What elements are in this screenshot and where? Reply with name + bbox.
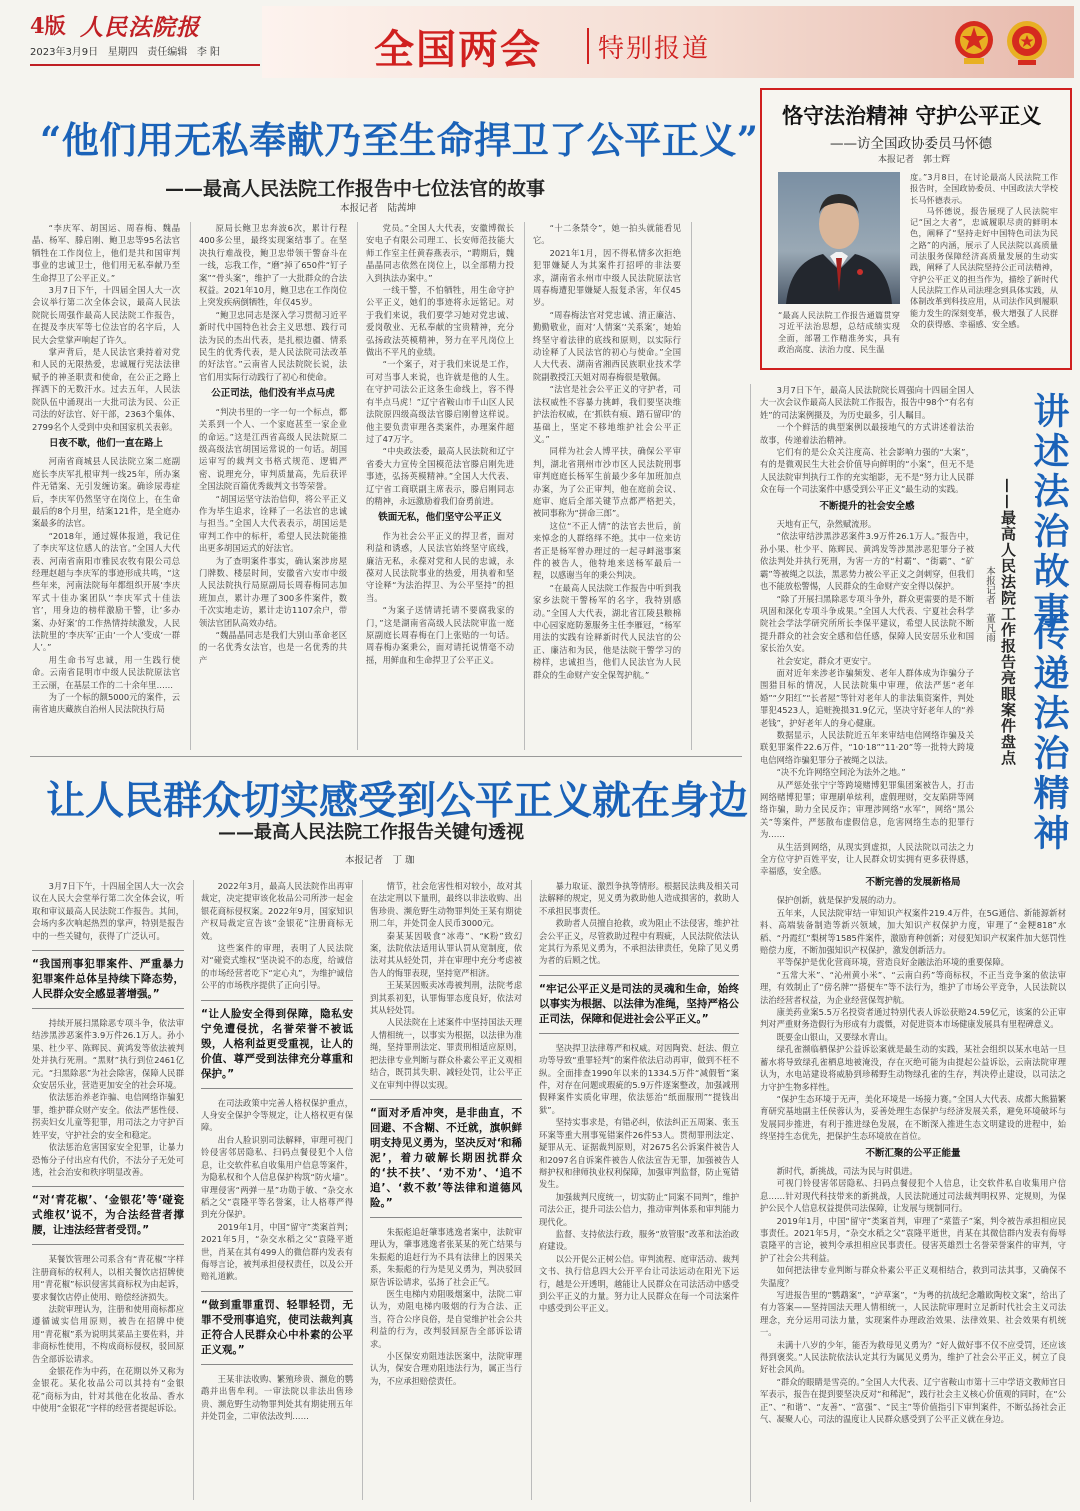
paragraph: 保护创新，就是保护发展的动力。 — [776, 895, 902, 906]
paragraph: 可视门铃侵害邻居隐私、扫码点餐侵犯个人信息，让交软件私自收集用户信息……针对现代科技带来的新挑战，人民法院通过司法裁判明权界、定规则，为保护公民个人信息权益提供司法保障，让发展与规制同行。 — [760, 1178, 1066, 1214]
article4-headline: 让人民群众切实感受到公平正义就在身边 — [46, 778, 749, 824]
column-rule — [190, 222, 191, 750]
key-quote: “做到重罪重罚、轻罪轻罚，无罪不受刑事追究，使司法裁判真正符合人民群众心中朴素的公平正义观。” — [201, 1291, 353, 1365]
cppcc-emblem-icon — [1004, 18, 1050, 66]
paragraph: 2019年1月，中国“留守”类案首判，审理了“菜篮子”案，判令被告承担相应民事责任。2021年5月，“杂交水稻之父”袁隆平逝世，肖某在其微信群内发表有侮辱袁隆平的言论，被判令承担相应民事责任。侵害英雄烈士名誉荣誉案件的审判，守护了社会公共利益。 — [760, 1215, 1066, 1263]
key-quote: “面对矛盾冲突，是非曲直，不回避、不含糊、不迁就，旗帜鲜明支持见义勇为，坚决反对‘和稀泥’，着力破解长期困扰群众的‘扶不扶’、‘劝不劝’、‘追不追’、‘救不救’等法律和道德风险。” — [370, 1099, 522, 1218]
paragraph: 医生电梯内劝阻吸烟案中，法院二审认为，劝阻电梯内吸烟的行为合法、正当，符合公序良俗，是自觉维护社会公共利益的行为，改判驳回原告全部诉讼请求。 — [370, 1288, 522, 1349]
article2-col1 — [910, 172, 1058, 364]
article3-vertical-title-2: 传递法治精神 — [1028, 614, 1070, 854]
paragraph: 2021年1月，因不得私情多次拒绝犯罪嫌疑人为其案件打招呼的非法要求，湖南省永州市中级人民法院原法官周春梅遭犯罪嫌疑人报复杀害，年仅45岁。 — [533, 247, 681, 308]
paragraph: “为案子送情请托请不要腐我家的门，”这是湖南省高级人民法院审监一庭原副庭长周春梅在门上张贴的一句话。周春梅办案秉公，面对请托说情毫不动摇，用鲜血和生命捍卫了公平正义。 — [366, 605, 514, 665]
article3-body-top — [760, 384, 974, 877]
paragraph: 同样为社会人博平扶，确保公平审判，湖北省荆州市沙市区人民法院刑事审判庭庭长杨军生前最少多年加班加点办案，为了公正审判，他在庭前会议、庭审、庭后全部关键节点都严格把关，被同事称为“拼命三郎”。 — [533, 446, 681, 519]
paragraph: 依法惩治危害国家安全犯罪，让暴力恐怖分子付出应有代价，不法分子无处可逃，社会治安和秩序明显改善。 — [32, 1142, 184, 1177]
paragraph: 如何把法律专业判断与群众朴素公平正义观相结合，救到司法其事，又确保不失温度？ — [760, 1265, 1066, 1288]
article2-headline: 恪守法治精神 守护公平正义 — [782, 103, 1042, 128]
paragraph: 小区保安劝阻违法医案中，法院审理认为，保安合理劝阻违法行为，属正当行为，不应承担赔偿责任。 — [370, 1350, 522, 1386]
article2-subheadline: ——访全国政协委员马怀德 — [830, 136, 992, 152]
paragraph: 这些案件的审理，表明了人民法院对“碰瓷式维权”坚决说不的态度，给诚信的市场经营者吃下“定心丸”，为维护诚信公平的市场秩序提供了正向引导。 — [201, 943, 353, 991]
portrait-figure-icon — [778, 172, 900, 304]
paragraph: “群众的眼睛是雪亮的。”全国人大代表、辽宁省鞍山市第十三中学语文教师宫日军表示，报告在提到要坚决反对“和稀泥”，践行社会主义核心价值观的同时，在“公正”、“和谐”、“友善”、“富强”、“民主”等价值指引下审判案件，不断弘扬社会正气、凝聚人心，司法的温度让人民群众感受到了公平正义就在身边。 — [760, 1376, 1066, 1425]
paragraph: 面对近年来涉老诈骗频发、老年人群体成为诈骗分子围猎目标的情况，人民法院集中审理，依法严惩“老年婚”“夕阳红”“长者屋”等针对老年人的非法集资案件，判处罪犯4523人，追赃挽损31.9亿元，坚决守好老年人的“养老钱”，护好老年人的身心健康。 — [760, 667, 974, 728]
paragraph: 3月7日下午，十四届全国人大一次会议举行第二次全体会议，最高人民法院院长周强作最高人民法院工作报告，在提及李庆军等七位法官的名字后，人民大会堂掌声响起了许久。 — [32, 285, 180, 345]
editor-label: 责任编辑 — [147, 47, 188, 58]
paragraph: 王某非法收购、繁殖珍贵、濒危的鹦鹉并出售牟利。一审法院以非法出售珍贵、濒危野生动物罪判处其有期徒刑五年并处罚金，二审依法改判…… — [201, 1373, 353, 1421]
paragraph: 既要金山银山，又要绿水青山。 — [776, 1031, 893, 1042]
paragraph: “五常大米”、“沁州黄小米”、“云南白药”等商标权，不正当竞争案的依法审理，有效制止了“傍名牌”“搭便车”等不法行为，维护了市场公平竞争，人民法院以法治经营者权益，为企业经营保驾护航。 — [760, 969, 1066, 1005]
column-rule — [193, 880, 194, 1500]
banner-subtitle: 特别报道 — [598, 34, 711, 64]
section-subhead: 日夜不歇，他们一直在路上 — [48, 437, 163, 449]
paragraph: 出台人脸识别司法解释，审理可视门铃侵害邻居隐私、扫码点餐侵犯个人信息，让交软件私自收集用户信息等案件，为隐私权和个人信息保护构筑“防火墙”。审理侵害“两弹一星”功勋于敏、“杂交水稻之父”袁隆平等名誉案，让人格尊严得到充分保护。 — [201, 1134, 353, 1220]
article1-col4 — [533, 222, 681, 750]
article2-byline: 本报记者 郭士辉 — [878, 155, 951, 165]
paragraph: “法官是社会公平正义的守护者，司法权威性不容暴力挑衅，我们要坚决维护法治权威，在‘抓铁有痕、踏石留印’的基础上，坚定不移地维护社会公平正义。” — [533, 384, 681, 444]
article3-vertical-subtitle: ——最高人民法院工作报告亮眼案件盘点 — [999, 478, 1017, 766]
article4-col1 — [32, 880, 184, 1500]
paragraph: “李庆军、胡国运、周春梅、魏晶晶、杨军、滕启刚、鲍卫忠等95名法官牺牲在工作岗位上，他们是共和国审判事业的忠诚卫士，他们用无私奉献乃至生命捍卫了公平正义。” — [32, 223, 180, 283]
section-subhead: 不断提升的社会安全感 — [819, 500, 915, 512]
editor-name: 李 阳 — [196, 47, 221, 58]
paragraph: 从生活到网络，从现实到虚拟，人民法院以司法之力全方位守护百姓平安，让人民群众切实拥有更多获得感，幸福感，安全感。 — [760, 841, 974, 877]
paragraph: 救助者人员擅自抢救，或为阻止不法侵害，维护社会公平正义，尽管救助过程中有瑕疵，人民法院依法认定其行为系见义勇为，不承担法律责任，免除了见义勇为者的后顾之忧。 — [539, 918, 739, 966]
article1-col3 — [366, 222, 514, 750]
portrait-photo — [778, 172, 900, 304]
key-quote: “我国刑事犯罪案件、严重暴力犯罪案件总体呈持续下降态势，人民群众安全感显著增强。” — [32, 950, 184, 1009]
column-rule — [362, 880, 363, 1500]
paragraph: 新时代，新挑战，司法为民与时俱进。 — [776, 1165, 918, 1176]
photo-caption: “最高人民法院工作报告通篇贯穿习近平法治思想，总结成绩实现全面，部署工作精准务实，具有政治高度、法治力度、民生温 — [778, 310, 900, 354]
article4-col4 — [539, 880, 739, 1500]
key-quote: “对‘青花椒’、‘金银花’等‘碰瓷式维权’说不，为合法经营者撑腰，让违法经营者受罚。” — [32, 1186, 184, 1245]
paragraph: 绿孔雀濒临栖保护公益诉讼案就是最生动的实践，某社会组织以某水电站一旦蓄水将导致绿孔雀栖息地被淹没，存在灭绝可能为由提起公益诉讼，云南法院审理认为，水电站建设将威胁到珍稀野生动物绿孔雀的生存，判决停止建设，以司法之力守护生物多样性。 — [760, 1044, 1066, 1092]
article1-headline: “他们用无私奉献乃至生命捍卫了公平正义” — [40, 118, 759, 162]
paragraph: “鲍卫忠同志是深入学习贯彻习近平新时代中国特色社会主义思想、践行司法为民的杰出代表，是扎根边疆、情系民生的优秀代表，是人民法院司法改革的好法官。”云南省人民法院院长说，法官们用实际行动践行了初心和使命。 — [199, 309, 347, 382]
paragraph: 秦某某因吸食“冰毒”、“K粉”致幻案，法院依法适用认罪认罚从宽制度，依法对其从轻处罚，并在审理中充分考虑被告人的悔罪表现，坚持宽严相济。 — [370, 930, 522, 978]
banner-divider — [587, 28, 589, 64]
paragraph: 一线干警，不怕牺牲，用生命守护公平正义，她们的事迹将永远铭记。对于我们来说，我们要学习她对党忠诚、爱岗敬业、无私奉献的宝贵精神，充分弘扬政法英模精神，努力在平凡岗位上做出不平凡的业绩。 — [366, 285, 514, 358]
paper-name: 人民法院报 — [80, 14, 200, 41]
paragraph: 作为社会公平正义的捍卫者，面对利益和诱惑，人民法官始终坚守底线，廉洁无私，永葆对党和人民的忠诚，永葆对人民法院事业的热爱，用执着和坚守诠释“为法治捍卫、为公平坚持”的担当。 — [366, 530, 514, 603]
paragraph: “中央政法委，最高人民法院和辽宁省委大力宣传全国模范法官滕启刚先进事迹，弘扬英模精神。”全国人大代表、辽宁省工商联副主席表示，滕启刚同志的精神，永远激励着我们奋勇前进。 — [366, 446, 514, 506]
issue-weekday: 星期四 — [107, 47, 138, 58]
article1-subheadline: ——最高人民法院工作报告中七位法官的故事 — [165, 178, 546, 200]
paragraph: 持续开展扫黑除恶专项斗争，依法审结涉黑涉恶案件3.9万件26.1万人。孙小果、杜少平、陈辉民、黄鸿发等依法被判处并执行死刑。“黑财”执行到位2461亿元。“扫黑除恶”为社会除害，保障人民群众安居乐业，营造更加安全的社会环境。 — [32, 1018, 184, 1091]
article1-byline: 本报记者 陆茜坤 — [340, 203, 417, 214]
section-subhead: 铁面无私，他们坚守公平正义 — [378, 512, 502, 524]
paragraph: “胡国运坚守法治信仰，将公平正义作为毕生追求，诠释了一名法官的忠诚与担当。”全国人大代表表示，胡国运是审判工作中的标杆，希望人民法院能推出更多胡国运式的好法官。 — [199, 493, 347, 554]
paragraph: 2022年3月，最高人民法院作出再审裁定，决定提审该化妆品公司所涉一起金银花商标侵权案。2022年9月，国家知识产权局裁定宣告该“金银花”注册商标无效。 — [201, 881, 353, 941]
paragraph: “在最高人民法院工作报告中听到我家乡法院干警杨军的名字，我特别感动。”全国人大代表，湖北省江陵县粮棉中心园家庭防葱服务主任李雁冠，“杨军用法的实践有诠释新时代人民法官的公正、廉洁和为民，他是法院干警学习的榜样，忠诚担当，他们人民法官为人民群众的生命财产安全保驾护航。” — [533, 582, 681, 680]
paragraph: “保护生态环境于无声，美化环境是一场接力赛。”全国人大代表、成都大熊猫繁育研究基地副主任侯蓉认为，妥善处理生态保护与经济发展关系，避免环境破坏与发展同步推进，有利于推进绿色发展，在不断深入推进生态文明建设的进程中，始终坚持生态优先，把保护生态环境放在首位。 — [760, 1093, 1066, 1142]
paragraph: 情节，社会危害性相对较小，故对其在法定刑以下量刑，最终以非法收购、出售珍贵、濒危野生动物罪判处王某有期徒刑二年，并处罚金人民币3000元。 — [370, 881, 522, 929]
paragraph: “周春梅法官对党忠诚、清正廉洁、勤勤敬业，面对‘人情案’‘关系案’，她始终坚守着法律的底线和原则，以实际行动诠释了人民法官的初心与使命。”全国人大代表、湖南省湘西民族职业技术学院副教授江天姐对周春梅很是敬佩。 — [533, 309, 681, 382]
paragraph: 河南省商城县人民法院立案二庭副庭长李庆军扎根审判一线25年，所办案件无错案、无引发缠访案。确诊尿毒症后，李庆军仍然坚守在岗位上，在生命最后的8个月里，结案121件，是全庭办案最多的法官。 — [32, 456, 180, 529]
article3-vertical-title-1: 讲述法治故事 — [1028, 392, 1070, 632]
paragraph: “一个案子，对于我们来说是工作，可对当事人来说，也许就是他的人生。在守护司法公正这条生命线上，容不得有半点马虎！”辽宁省鞍山市千山区人民法院原四级高级法官滕启刚曾这样说。他主要负责审理各类案件，办理案件超过了47万字。 — [366, 359, 514, 444]
paragraph: 王某某因贩卖冰毒被判刑，法院考虑到其系初犯，认罪悔罪态度良好，依法对其从轻处罚。 — [370, 980, 522, 1016]
paragraph: “十二条禁令”，她一拍头就能看见它。 — [533, 223, 681, 246]
paragraph: 度。”3月8日，在讨论最高人民法院工作报告时，全国政协委员、中国政法大学校长马怀德表示。 — [910, 172, 1058, 205]
paragraph: “2018年，通过媒体报道，我记住了李庆军这位感人的法官。”全国人大代表、河南省南阳市雅民农牧有限公司总经理赵超与李庆军的事迹形成共鸣，“这些年来，河南法院每年都组织开展‘李庆军式十佳办案团队’‘李庆军式十佳法官’，用身边的榜样激励干警，让‘多办案、办好案’的工作热情持续激发，人民法院里的‘李庆军’正由‘一个人’变成‘一群人’。” — [32, 530, 180, 653]
paragraph: 马怀德说，报告展现了人民法院牢记“国之大者”，忠诚履职尽责的鲜明本色，阐释了“坚持走好中国特色司法为民之路”的内涵，展示了人民法院以高质量司法服务保障经济高质量发展的生动实践，阐释了人民法院坚持公正司法精神，守护公平正义的担当作为，描绘了新时代人民法院工作从司法理念到具体实践，从体制改革到科技应用，从司法作风到履职能力发生的深刻变革，极大增强了人民群众的获得感、幸福感、安全感。 — [910, 205, 1058, 329]
paragraph: 平等保护是优化营商环境，营造良好金融法治环境的重要保障。 — [776, 957, 1009, 968]
column-rule — [691, 222, 692, 750]
article3-body-bottom — [760, 872, 1066, 1502]
banner-title: 全国两会 — [374, 27, 542, 73]
issue-info — [30, 43, 220, 58]
banner — [262, 6, 1074, 78]
section-subhead: 不断汇聚的公平正能量 — [865, 1147, 961, 1159]
paragraph: 未满十八岁的少年，能否为救母见义勇为？“好人做好事不仅不应受罚，还应该得到褒奖。”人民法院依法认定其行为属见义勇为，维护了社会公平正义，树立了良好社会风尚。 — [760, 1339, 1066, 1375]
section-subhead: 公正司法，他们没有半点马虎 — [211, 388, 335, 400]
paragraph: 暴力取证、激烈争执等情形。根据民法典及相关司法解释的规定，见义勇为救助他人造成损害的，救助人不承担民事责任。 — [539, 881, 739, 916]
paragraph: 党员。”全国人大代表，安徽博微长安电子有限公司理工、长安师范技能大师工作室主任黄春燕表示，“聘期后，魏晶晶同志依然在岗位上，以全部精力投入到执法办案中。” — [366, 223, 514, 283]
paragraph: 掌声背后，是人民法官秉持着对党和人民的无限热爱，忠诚履行宪法法律赋予的神圣职责和使命，在公正之路上挥洒下的无数汗水。过去五年，人民法院队伍中涌现出一大批司法为民、公正司法的好法官、好干部，2363个集体、2799名个人受到中央和国家机关表彰。 — [32, 347, 180, 432]
paragraph: 数据显示，人民法院近五年来审结电信网络诈骗及关联犯罪案件22.6万件，“10·18”“11·20”等一批特大跨境电信网络诈骗犯罪分子被绳之以法。 — [760, 729, 974, 765]
article-divider — [30, 756, 742, 757]
paragraph: 坚决捍卫法律尊严和权威。对因陶瓷、赶法、假立功等导致“重罪轻判”的案件依法启动再审，做到不枉不纵。全面排查1990年以来的1334.5万件“减假暂”案件，对存在问题或瑕疵的5.9万件逐案整改，加强减刑假释案件实质化审理，依法惩治“纸面服刑”“提钱出狱”。 — [539, 1042, 739, 1115]
paragraph: 五年来，人民法院审结一审知识产权案件219.4万件，在5G通信、新能源新材料、高端装备制造等新兴领域，加大知识产权保护力度，审理了“金粳818”水稻、“丹霞红”梨树等1585件案件，激励育种创新；对侵犯知识产权案件加大惩罚性赔偿力度，不断加强知识产权保护，激发创新活力。 — [760, 907, 1066, 956]
interview-box — [760, 88, 1072, 370]
paragraph: 从严惩处张宁宁等跨境赌博犯罪集团案被告人，打击网络赌博犯罪；审理刷单炫利，虚假理财，交友陷阱等网络诈骗，助力全民反诈；审理涉网络“水军”，网络“黑公关”等案件，严惩散布虚假信息，危害网络生态的犯罪行为…… — [760, 779, 974, 840]
column-rule — [357, 222, 358, 750]
paragraph: 原局长鲍卫忠奔波6次，累计行程400多公里，最终实现案结事了。在坚决执行难战役，鲍卫忠带领干警奋斗在一线，忘我工作，“磨”掉了650件“钉子案”“骨头案”，维护了一大批群众的合法权益。2021年10月，鲍卫忠在工作岗位上突发疾病倒牺牲，年仅45岁。 — [199, 223, 347, 308]
issue-date: 2023年3月9日 — [30, 47, 99, 58]
paragraph: 天地有正气，杂然赋流形。 — [776, 519, 877, 530]
paragraph: 监督、支持依法行政，服务“放管服”改革和法治政府建设。 — [539, 1228, 739, 1252]
paragraph: 2019年1月，中国“留守”类案首判；2021年5月，“杂交水稻之父”袁隆平逝世，肖某在其有499人的微信群内发表有侮辱言论，被判承担侵权责任，以及公开赔礼道歉。 — [201, 1221, 353, 1282]
paragraph: 社会安定，群众才更安宁。 — [776, 655, 877, 666]
column-rule — [531, 880, 532, 1500]
paragraph: 朱振彪追赶肇事逃逸者案中，法院审理认为，肇事逃逸者张某某的死亡结果与朱振彪的追赶行为不具有法律上的因果关系，朱振彪的行为是见义勇为，判决驳回原告诉讼请求，弘扬了社会正气。 — [370, 1226, 522, 1287]
paragraph: 康美药业案5.5万名投资者通过特别代表人诉讼获赔24.59亿元，该案的公正审判对严重财务造假行为形成有力震慑，对促进资本市场健康发展具有里程碑意义。 — [760, 1007, 1066, 1030]
article4-col2 — [201, 880, 353, 1500]
column-rule — [750, 384, 751, 1502]
paragraph: “除了开展扫黑除恶专项斗争外，群众更需要的是不断巩固和深化专项斗争成果。”全国人大代表、宁夏社会科学院社会学法学研究所所长李保平建议，希望人民法院不断提升群众的社会安全感和信任感，保障人民安居乐业和国家长治久安。 — [760, 593, 974, 654]
paragraph: “魏晶晶同志是我们大别山革命老区的一名优秀女法官，也是一名优秀的共产 — [199, 630, 347, 665]
masthead-rule — [30, 64, 260, 66]
article4-subheadline: ——最高人民法院工作报告关键句透视 — [218, 822, 524, 843]
masthead — [0, 0, 1080, 88]
paragraph: “依法审结涉黑涉恶案件3.9万件26.1万人。”报告中，孙小果、杜少平、陈辉民、黄鸿发等涉黑涉恶犯罪分子被依法判处并执行死刑，为害一方的“村霸”、“街霸”、“矿霸”等被绳之以法，黑恶势力被公平正义之剑刺穿，但我们也不能放松警惕，人民群众的生命财产安全得以保护。 — [760, 531, 974, 592]
paragraph: “决不允许网络空间沦为法外之地。” — [776, 767, 906, 778]
paragraph: 人民法院在上述案件中坚持国法天理人情相统一，以事实为根据，以法律为准绳，坚持罪刑法定、罪责刑相适应原则，把法律专业判断与群众朴素公平正义观相结合，既罚其失职、减轻处罚，让公平正义在审判中得以实现。 — [370, 1017, 522, 1090]
paragraph: 写进报告里的“鹦鹉案”，“泸草案”，“为粤的抗战纪念雕欧陶校文案”，给出了有力答案——坚持国法天理人情相统一，人民法院审理时立足新时代社会主义司法理念，充分运用司法力量，实现案件办理政治效果、法律效果、社会效果有机统一。 — [760, 1290, 1066, 1338]
paragraph: 为了一个标的额5000元的案件，云南省迪庆藏族自治州人民法院执行局 — [32, 692, 180, 715]
paragraph: 法院审理认为，注册和使用商标都应遵循诚实信用原则，被告在招牌中使用“青花椒”系为说明其菜品主要佐料，并非商标性使用，不构成商标侵权，驳回原告全部诉讼请求。 — [32, 1303, 184, 1364]
article1-col1 — [32, 222, 180, 750]
paragraph: 这位“不正人情”的法官去世后，前来悼念的人群络绎不绝。其中一位来访者正是杨军曾办理过的一起寻衅滋事案件的被告人，他特地来送杨军最后一程，以感谢当年的秉公判决。 — [533, 520, 681, 581]
paragraph: 某餐饮管理公司系含有“青花椒”字样注册商标的权利人，以相关餐饮店招牌使用“青花椒”标识侵害其商标权为由起诉，要求餐饮店停止使用、赔偿经济损失。 — [32, 1254, 184, 1302]
national-emblem-icon — [952, 18, 996, 66]
article4-col3 — [370, 880, 522, 1500]
key-quote: “牢记公平正义是司法的灵魂和生命，始终以事实为根据、以法律为准绳，坚持严格公正司法，保障和促进社会公平正义。” — [539, 975, 739, 1034]
paragraph: 一个个鲜活的典型案例以最接地气的方式讲述着法治故事，传递着法治精神。 — [760, 422, 974, 445]
paragraph: 它们有的是公众关注度高、社会影响力强的“大案”，有的是微观民生大社会价值导向鲜明的“小案”，但无不是人民法院审判执行工作的充实缩影，无不是“努力让人民群众在每一个司法案件中感受到公平正义”最生动的实践。 — [760, 447, 974, 495]
paragraph: 加强裁判尺度统一，切实防止“同案不同判”，维护司法公正，提升司法公信力，推动审判体系和审判能力现代化。 — [539, 1191, 739, 1227]
article4-byline: 本报记者 丁 珈 — [345, 855, 415, 866]
article1-col2 — [199, 222, 347, 750]
paragraph: 用生命书写忠诚，用一生践行使命。云南省昆明市中级人民法院原法官王云丽，在基层工作的二十余年里…… — [32, 654, 180, 690]
paragraph: 坚持实事求是，有错必纠，依法纠正五周案、张玉环案等重大刑事冤错案件26件53人。贯彻罪刑法定、疑罪从无、证据裁判原则，对2675名公诉案件被告人和2097名自诉案件被告人依法宣告无罪，加强被告人辩护权和律师执业权利保障，加强审判监督，防止冤错发生。 — [539, 1117, 739, 1190]
section-subhead: 不断完善的发展新格局 — [865, 877, 961, 888]
article3-byline: 本报记者 董凡雨 — [984, 566, 995, 642]
paragraph: 3月7日下午，十四届全国人大一次会议在人民大会堂举行第二次全体会议，听取和审议最高人民法院工作报告。其间，会场内多次响起热烈的掌声，特别是报告中的一些关键句，获得了广泛认可。 — [32, 881, 184, 941]
paragraph: “判决书里的一字一句一个标点，都关系到一个人、一个家庭甚至一家企业的命运。”这是江西省高级人民法院原二级高级法官胡国运常说的一句话。胡国运审写的裁判文书格式规范、逻辑严密、说理充分，审判质量高，先后获评全国法院百篇优秀裁判文书等荣誉。 — [199, 406, 347, 492]
page-number: 4版 — [30, 13, 66, 38]
paragraph: 金银花作为中药，在花期以外又称为金银花。某化妆品公司以其持有“金银花”商标为由，针对其他在化妆品、香水中使用“金银花”字样的经营者提起诉讼。 — [32, 1365, 184, 1414]
key-quote: “让人脸安全得到保障，隐私安宁免遭侵扰，名誉荣誉不被诋毁，人格利益更受重视，让人的价值、尊严受到法律充分尊重和保护。” — [201, 1000, 353, 1089]
paragraph: 为了查明案件事实，确认案涉房屋门牌数、楼层时间，安徽省六安市中级人民法院执行局原副局长周春梅同志加班加点，累计办理了300多件案件，数千次实地走访，累计走访1107余户，带领法官团队高效办结。 — [199, 555, 347, 628]
paragraph: 依法惩治养老诈骗、电信网络诈骗犯罪，维护群众财产安全。依法严惩性侵、拐卖妇女儿童等犯罪，用司法之力守护百姓平安，守护社会的安全和稳定。 — [32, 1092, 184, 1140]
paragraph: 在司法政策中完善人格权保护重点，人身安全保护令等规定，让人格权更有保障。 — [201, 1097, 353, 1133]
paragraph: 3月7日下午，最高人民法院院长周强向十四届全国人大一次会议作最高人民法院工作报告，报告中98个“有名有姓”的司法案例摄及，为历史最多，引人瞩目。 — [760, 385, 974, 420]
column-rule — [524, 222, 525, 750]
paragraph: 以公开促公正树公信。审判流程、庭审活动、裁判文书、执行信息四大公开平台让司法运动在阳光下运行，越是公开透明，越能让人民群众在司法活动中感受到公平正义的力量。努力让人民群众在每一个司法案件中感受到公平正义。 — [539, 1253, 739, 1314]
